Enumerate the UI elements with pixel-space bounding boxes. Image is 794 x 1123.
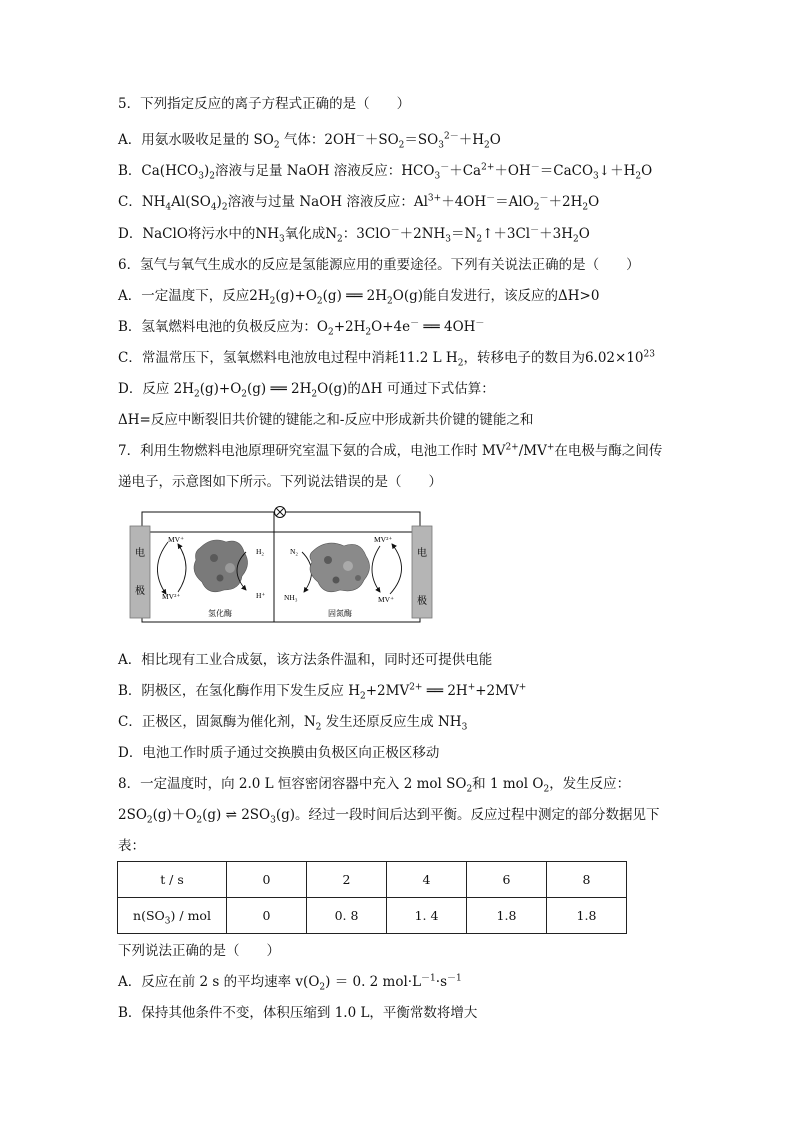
cell-box	[142, 532, 420, 622]
table-header-cell: t / s	[118, 862, 227, 898]
right-electrode-label-1: 电	[417, 548, 427, 559]
table-header-row	[118, 862, 627, 898]
left-arrow-outer	[157, 542, 168, 594]
table-cell: 1.8	[547, 898, 627, 934]
fuel-cell-diagram	[122, 506, 442, 634]
q5-option-b: B．$Ca(HCO_3)_2$溶液与足量 NaOH 溶液反应：$HCO_3^-+Ca^{2+}+OH^-=CaCO_3↓+H_2O$	[118, 162, 653, 182]
table-cell: 0	[227, 898, 307, 934]
table-row-label: $n(SO_3)$ / mol	[118, 898, 227, 934]
q8-stem-line2: $2SO_2(g)+O_2(g)$ ⇌ $2SO_3(g)$。经过一段时间后达到平衡。反应过程中测定的部分数据见下	[118, 807, 660, 826]
q5-option-c: C．$NH_4Al(SO_4)_2$溶液与过量 NaOH 溶液反应：$Al^{3+}+4OH^-=AlO_2^-+2H_2O$	[118, 193, 600, 213]
left-electrode-label-1: 电	[135, 548, 145, 559]
right-mv-plus: MV⁺	[378, 595, 395, 604]
q8-option-b: B．保持其他条件不变，体积压缩到 1.0 L，平衡常数将增大	[118, 1005, 478, 1021]
q8-data-table	[117, 861, 627, 934]
left-h-plus: H⁺	[256, 591, 266, 600]
q6-option-a: A．一定温度下，反应$2H_2(g)+O_2(g)$ ══ $2H_2O(g)$能自发进行，该反应的ΔH>0	[118, 288, 600, 307]
table-cell: 1.8	[467, 898, 547, 934]
q7-stem-line1: 7．利用生物燃料电池原理研究室温下氨的合成，电池工作时 $MV^{2+}/MV^+$在电极与酶之间传	[118, 442, 663, 459]
q8-ask: 下列说法正确的是（ ）	[118, 943, 280, 959]
q6-option-c: C．常温常压下，氢氧燃料电池放电过程中消耗11.2 L $H_2$，转移电子的数目为$6.02\times 10^{23}$	[118, 349, 655, 369]
hydrogenase-enzyme-icon	[194, 540, 248, 592]
left-electrode-label-2: 极	[135, 586, 145, 597]
nitrogenase-label: 固氮酶	[328, 609, 352, 618]
table-header-cell: 0	[227, 862, 307, 898]
table-header-cell: 6	[467, 862, 547, 898]
q6-option-d-formula: ΔH=反应中断裂旧共价键的键能之和-反应中形成新共价键的键能之和	[118, 412, 534, 428]
table-header-cell: 2	[307, 862, 387, 898]
left-electrode	[130, 526, 150, 618]
q5-option-d: D．NaClO将污水中的$NH_3$氧化成$N_2$：$3ClO^-+2NH_3=N_2↑+3Cl^-+3H_2O$	[118, 225, 590, 245]
right-arrow-inner	[372, 546, 380, 592]
q7-option-c: C．正极区，固氮酶为催化剂，$N_2$ 发生还原反应生成 $NH_3$	[118, 714, 468, 733]
right-n2: N₂	[290, 547, 299, 556]
left-arrow-inner	[178, 544, 186, 592]
table-cell: 0. 8	[307, 898, 387, 934]
left-h2: H₂	[256, 547, 265, 556]
q8-stem-line3: 表：	[118, 838, 145, 854]
table-row	[118, 898, 627, 934]
q5-stem: 5．下列指定反应的离子方程式正确的是（ ）	[118, 96, 411, 112]
right-arrow-outer	[390, 544, 402, 594]
table-cell: 1. 4	[387, 898, 467, 934]
hydrogenase-label: 氢化酶	[208, 609, 232, 618]
lamp-icon	[275, 507, 286, 518]
q6-option-d: D．反应 $2H_2(g)+O_2(g)$ ══ $2H_2O(g)$的ΔH 可通过下式估算：	[118, 381, 495, 400]
q8-stem-line1: 8．一定温度时，向 2.0 L 恒容密闭容器中充入 2 mol $SO_2$和 1 mol $O_2$，发生反应：	[118, 776, 631, 795]
q6-stem: 6．氢气与氧气生成水的反应是氢能源应用的重要途径。下列有关说法正确的是（ ）	[118, 257, 640, 273]
q8-option-a: A．反应在前 2 s 的平均速率 $v(O_2) = 0$. 2 $mol\cdot L^{-1}\cdot s^{-1}$	[118, 973, 462, 993]
left-mv-2plus: MV²⁺	[162, 592, 181, 601]
nitrogenase-enzyme-icon	[310, 543, 370, 592]
right-nh3: NH₃	[284, 593, 298, 602]
q7-option-b: B．阴极区，在氢化酶作用下发生反应 $H_2+2MV^{2+}$ ══ 2H++2MV+	[118, 682, 527, 702]
table-header-cell: 4	[387, 862, 467, 898]
right-mv-2plus: MV²⁺	[374, 535, 393, 544]
q7-option-d: D．电池工作时质子通过交换膜由负极区向正极区移动	[118, 745, 440, 761]
left-mv-plus: MV⁺	[168, 535, 185, 544]
q7-option-a: A．相比现有工业合成氨，该方法条件温和，同时还可提供电能	[118, 652, 493, 668]
table-header-cell: 8	[547, 862, 627, 898]
q7-stem-line2: 递电子，示意图如下所示。下列说法错误的是（ ）	[118, 474, 442, 490]
right-electrode-label-2: 极	[417, 596, 427, 607]
q6-option-b: B．氢氧燃料电池的负极反应为：$O_2+2H_2O+4e^-$ ══ 4OH－	[118, 318, 485, 338]
q5-option-a: A．用氨水吸收足量的 $SO_2$ 气体：$2OH^-+SO_2=SO_3^{2-}+H_2O$	[118, 131, 501, 151]
